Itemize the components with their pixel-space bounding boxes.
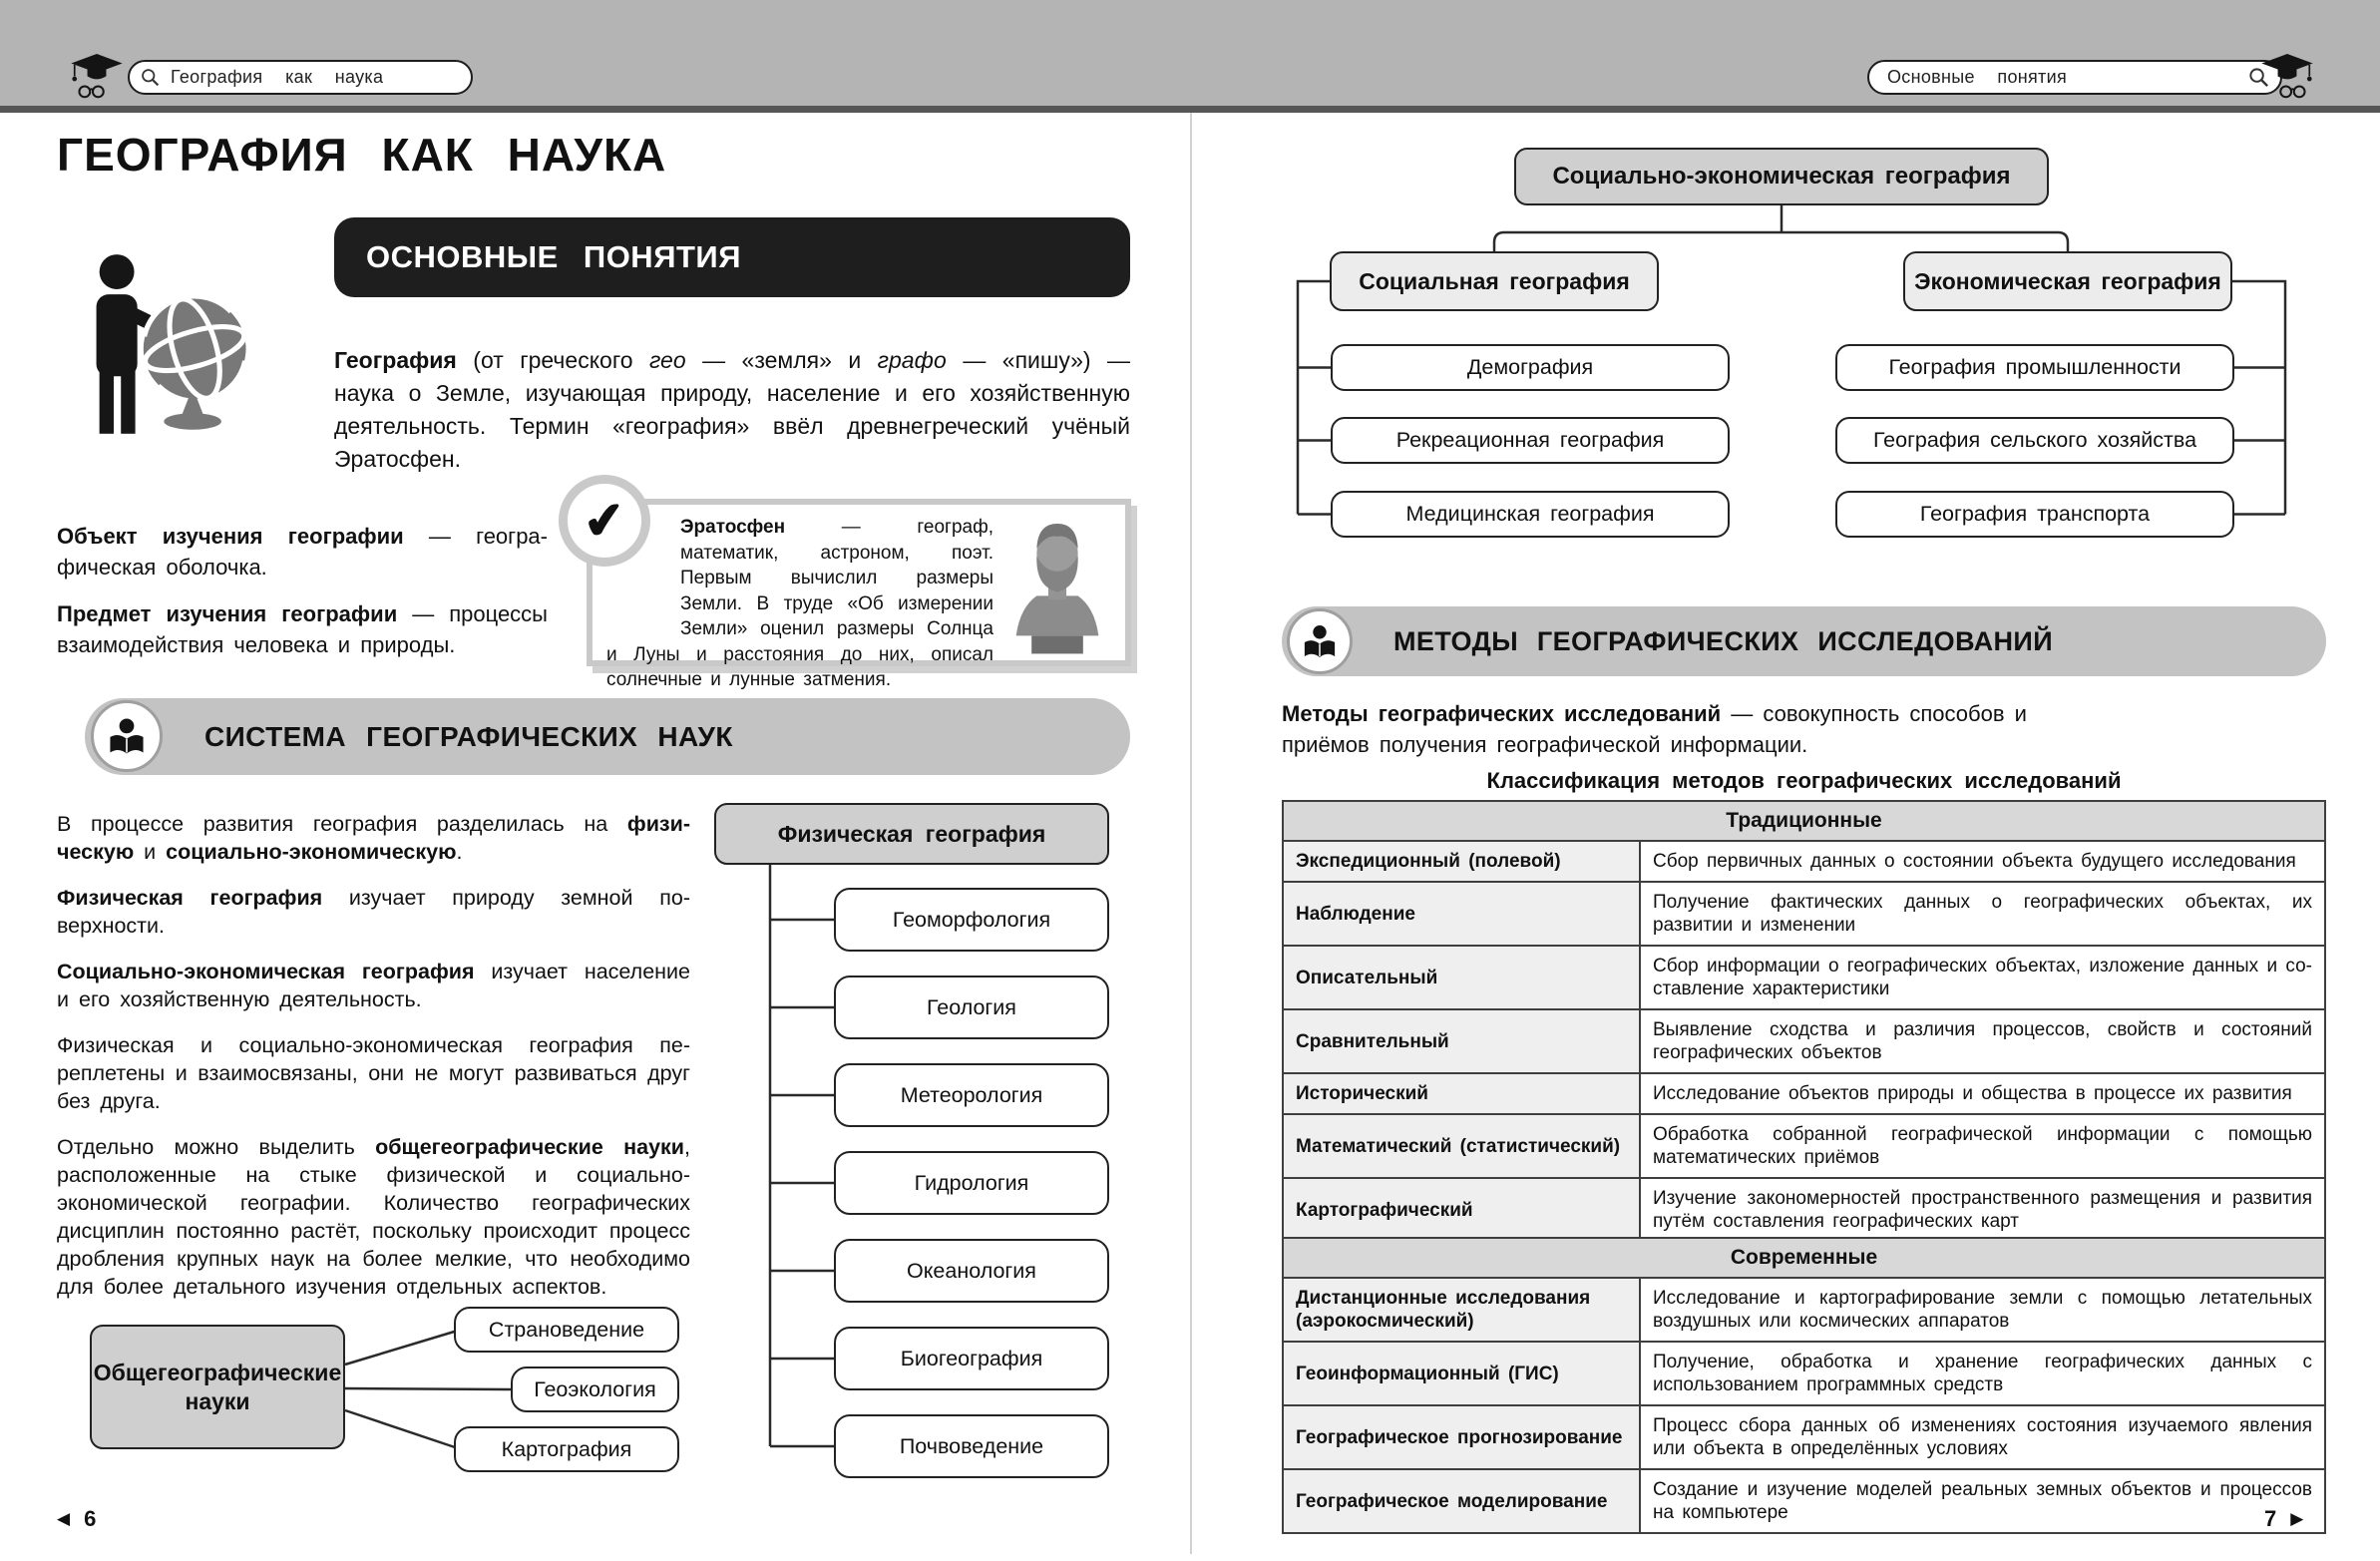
diagram-node-meteorology: Метеорология (834, 1063, 1109, 1127)
prev-page-icon[interactable]: ◀ (57, 1509, 71, 1529)
method-name: Географическое прогнозирование (1284, 1406, 1641, 1468)
method-desc: Сбор информации о географических объектах, изложение данных и составление характеристики (1641, 947, 2324, 1008)
diagram-node-country-studies: Страноведение (454, 1307, 679, 1353)
checkmark-icon: ✔ (559, 475, 650, 567)
paragraph: Социально-экономическая география изучает население и его хозяйственную деятельность. (57, 960, 690, 1011)
method-name: Сравнительный (1284, 1010, 1641, 1072)
intro-paragraph: География (от греческого гео — «земля» и графо — «пишу») — наука о Земле, изучающая природу, население и его хозяйственную деятельность. Термин «география» ввёл древнегреческий учёный Эратосфен. (334, 347, 1130, 472)
table-title: Классификация методов географических исследований (1486, 768, 2122, 793)
method-name: Экспедиционный (полевой) (1284, 842, 1641, 881)
method-desc: Выявление сходства и различия процессов, свойств и состояний географических объектов (1641, 1010, 2324, 1072)
diagram-node-oceanology: Океанология (834, 1239, 1109, 1303)
diagram-node-industry-geography: География промышленности (1835, 344, 2234, 391)
method-name: Математический (статистический) (1284, 1115, 1641, 1177)
next-page-icon[interactable]: ▶ (2290, 1509, 2304, 1529)
method-desc: Создание и изучение моделей реальных земных объектов и процессов на компьютере (1641, 1470, 2324, 1532)
page-number-right-value: 7 (2264, 1506, 2277, 1531)
paragraph: Физическая и социально-экономическая география переплетены и взаимосвязаны, они не могут развиваться друг без друга. (57, 1033, 690, 1113)
diagram-node-hydrology: Гидрология (834, 1151, 1109, 1215)
diagram-node-geomorphology: Геоморфология (834, 888, 1109, 952)
table-header-traditional: Традиционные (1284, 802, 2324, 842)
method-desc: Получение, обработка и хранение географических данных с использованием программных средств (1641, 1343, 2324, 1404)
subject-paragraph: Предмет изучения географии — процессы взаимодействия человека и природы. (57, 601, 548, 657)
page-title: ГЕОГРАФИЯ КАК НАУКА (57, 129, 667, 181)
paragraph: Физическая география изучает природу земной поверхности. (57, 886, 690, 938)
method-desc: Процесс сбора данных об изменениях состояния изучаемого явления или объекта в определённых условиях (1641, 1406, 2324, 1468)
diagram-node-medical-geography: Медицинская география (1331, 491, 1730, 538)
diagram-node-demography: Демография (1331, 344, 1730, 391)
eratosthenes-text: Эратосфен — географ, математик, астроном, поэт. Первым вычислил размеры Земли. В труде «Об измерении Земли» оценил размеры Солнца и Луны и расстояния до них, описал солнечные и лунные затмения. (606, 517, 993, 690)
page-number-left-value: 6 (84, 1506, 97, 1531)
object-paragraph: Объект изучения географии — географическая оболочка. (57, 524, 548, 580)
section-bar-methods-label: МЕТОДЫ ГЕОГРАФИЧЕСКИХ ИССЛЕДОВАНИЙ (1393, 625, 2054, 656)
method-name: Дистанционные исследования (аэрокосмический) (1284, 1279, 1641, 1341)
paragraph: Отдельно можно выделить общегеографические науки, расположенные на стыке физической и социально-экономической географии. Количество географических дисциплин постоянно растёт, поскольку происходит процесс дробления крупных наук на более мелкие, что необходимо для более детального изучения отдельных аспектов. (57, 1135, 690, 1299)
diagram-node-physical-geography-label: Физическая география (777, 820, 1046, 847)
method-desc: Сбор первичных данных о состоянии объекта будущего исследования (1641, 842, 2324, 881)
concepts-banner-label: ОСНОВНЫЕ ПОНЯТИЯ (366, 239, 741, 274)
diagram-node-geology: Геология (834, 976, 1109, 1039)
method-desc: Обработка собранной географической информации с помощью математических приёмов (1641, 1115, 2324, 1177)
section-bar-system-label: СИСТЕМА ГЕОГРАФИЧЕСКИХ НАУК (204, 720, 733, 752)
method-desc: Исследование объектов природы и общества в процессе их развития (1641, 1074, 2324, 1113)
diagram-node-soil-science: Почвоведение (834, 1414, 1109, 1478)
paragraph: В процессе развития география разделилась на физическую и социально-экономическую. (57, 812, 690, 864)
method-name: Картографический (1284, 1179, 1641, 1241)
diagram-node-agriculture-geography: География сельского хозяйства (1835, 417, 2234, 464)
diagram-node-socio-economic-geography: Социально-экономическая география (1514, 148, 2049, 205)
method-name: Геоинформационный (ГИС) (1284, 1343, 1641, 1404)
diagram-node-general-sciences: Общегеографические науки (90, 1325, 345, 1449)
diagram-node-recreational-geography: Рекреационная география (1331, 417, 1730, 464)
diagram-node-economic-geography: Экономическая география (1903, 251, 2232, 311)
method-desc: Исследование и картографирование земли с помощью летательных воздушных или космических аппаратов (1641, 1279, 2324, 1341)
method-name: Наблюдение (1284, 883, 1641, 945)
method-desc: Изучение закономерностей пространственного размещения и развития путём составления географических карт (1641, 1179, 2324, 1241)
method-desc: Получение фактических данных о географических объектах, их развитии и изменении (1641, 883, 2324, 945)
diagram-node-biogeography: Биогеография (834, 1327, 1109, 1390)
method-name: Исторический (1284, 1074, 1641, 1113)
method-name: Географическое моделирование (1284, 1470, 1641, 1532)
table-header-modern: Современные (1284, 1239, 2324, 1279)
diagram-node-geoecology: Геоэкология (511, 1366, 679, 1412)
diagram-node-cartography: Картография (454, 1426, 679, 1472)
diagram-node-transport-geography: География транспорта (1835, 491, 2234, 538)
methods-intro: Методы географических исследований — совокупность способов и приёмов получения географической информации. (1282, 701, 2027, 757)
diagram-node-social-geography: Социальная география (1330, 251, 1659, 311)
method-name: Описательный (1284, 947, 1641, 1008)
